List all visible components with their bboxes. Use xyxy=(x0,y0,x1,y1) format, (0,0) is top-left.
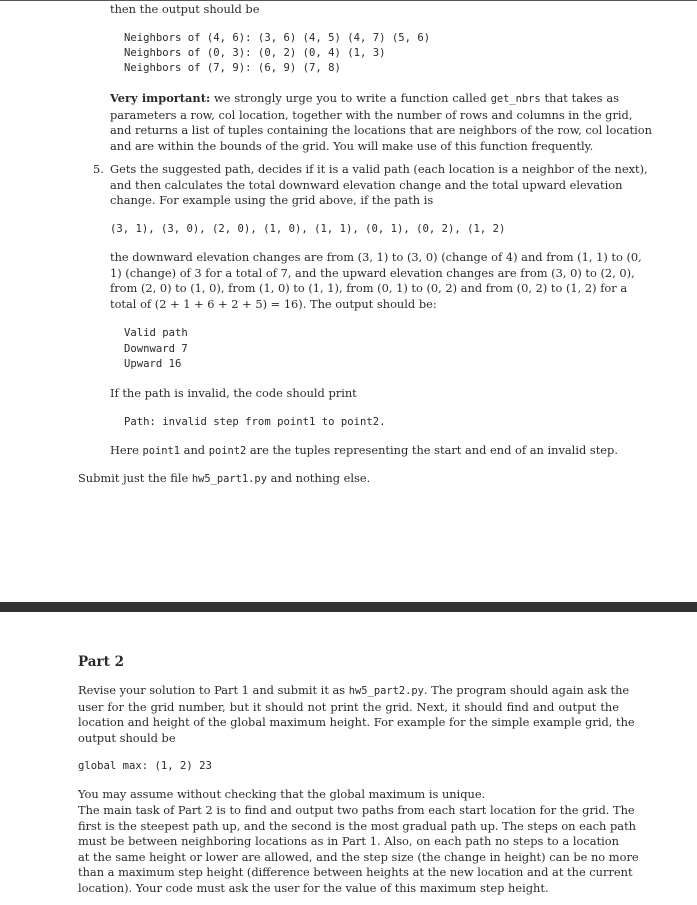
text-line: than a maximum step height (difference between heights at the new location and at the current xyxy=(78,865,633,880)
unique-note: You may assume without checking that the global maximum is unique. xyxy=(78,787,486,801)
invalid-output: Path: invalid step from point1 to point2. xyxy=(124,416,386,428)
main-task-paragraph xyxy=(78,803,639,897)
text: Submit just the file xyxy=(78,471,189,485)
text-line: Gets the suggested path, decides if it is a valid path (each location is a neighbor of the next), xyxy=(110,162,648,176)
text: that takes as xyxy=(544,91,620,105)
intro-line: then the output should be xyxy=(110,2,260,16)
text-line: location and height of the global maximum height. For example for the simple example grid, the xyxy=(78,715,635,730)
explain-paragraph xyxy=(110,250,642,312)
path-example: (3, 1), (3, 0), (2, 0), (1, 0), (1, 1), (0, 1), (0, 2), (1, 2) xyxy=(110,223,506,235)
text-line: from (2, 0) to (1, 0), from (1, 0) to (1, 1), from (0, 1) to (0, 2) and from (0, 2) to (1, 2) for a xyxy=(110,281,628,296)
submit-line xyxy=(78,471,370,487)
global-max-output: global max: (1, 2) 23 xyxy=(78,760,212,772)
section-heading: Part 2 xyxy=(78,654,124,670)
text: Here xyxy=(110,443,139,457)
function-name: get_nbrs xyxy=(490,93,541,105)
code-line: Neighbors of (0, 3): (0, 2) (0, 4) (1, 3) xyxy=(124,47,386,59)
text-line: user for the grid number, but it should not print the grid. Next, it should find and output the xyxy=(78,699,619,714)
item5-paragraph xyxy=(110,162,648,209)
text-line: parameters a row, col location, together with the number of rows and columns in the grid, xyxy=(110,107,633,122)
text: . The program should again ask the xyxy=(423,683,630,697)
code-line: Downward 7 xyxy=(124,343,188,355)
file-name: hw5_part1.py xyxy=(191,473,267,485)
text: and xyxy=(183,443,206,457)
text-line: first is the steepest path up, and the second is the most gradual path up. The steps on each path xyxy=(78,818,637,833)
text: Revise your solution to Part 1 and submit it as xyxy=(78,683,346,697)
code-line: Valid path xyxy=(124,327,188,339)
text-line: total of (2 + 1 + 6 + 2 + 5) = 16). The output should be: xyxy=(110,296,437,311)
text-line: change. For example using the grid above, if the path is xyxy=(110,193,434,208)
text-line: location). Your code must ask the user for the value of this maximum step height. xyxy=(78,880,549,895)
text-line: the downward elevation changes are from (3, 1) to (3, 0) (change of 4) and from (1, 1) to (0, xyxy=(110,250,642,264)
page-separator xyxy=(0,602,697,612)
text-line: and returns a list of tuples containing the locations that are neighbors of the row, col location xyxy=(110,123,652,138)
inline-code: point2 xyxy=(208,445,247,457)
code-line: Neighbors of (7, 9): (6, 9) (7, 8) xyxy=(124,62,341,74)
invalid-intro: If the path is invalid, the code should print xyxy=(110,386,357,400)
code-line: Upward 16 xyxy=(124,358,182,370)
text: are the tuples representing the start and end of an invalid step. xyxy=(249,443,618,457)
document-page-2 xyxy=(0,612,697,905)
text-line: 1) (change) of 3 for a total of 7, and the upward elevation changes are from (3, 0) to (2, 0), xyxy=(110,265,635,280)
text: and nothing else. xyxy=(270,471,371,485)
file-name: hw5_part2.py xyxy=(348,685,424,697)
important-lead: Very important: xyxy=(110,91,211,105)
text-line: and then calculates the total downward elevation change and the total upward elevation xyxy=(110,177,623,192)
text-line: at the same height or lower are allowed, and the step size (the change in height) can be no more xyxy=(78,849,639,864)
part2-intro-paragraph xyxy=(78,683,635,746)
text-line: output should be xyxy=(78,730,176,745)
list-number: 5. xyxy=(93,162,104,176)
important-paragraph xyxy=(110,91,652,154)
text: we strongly urge you to write a function called xyxy=(214,91,487,105)
text-line: must be between neighboring locations as in Part 1. Also, on each path no steps to a location xyxy=(78,834,619,849)
here-line xyxy=(110,443,618,459)
text-line: The main task of Part 2 is to find and output two paths from each start location for the grid. The xyxy=(78,803,635,817)
code-line: Neighbors of (4, 6): (3, 6) (4, 5) (4, 7) (5, 6) xyxy=(124,32,431,44)
inline-code: point1 xyxy=(142,445,181,457)
text-line: and are within the bounds of the grid. You will make use of this function frequently. xyxy=(110,138,594,153)
